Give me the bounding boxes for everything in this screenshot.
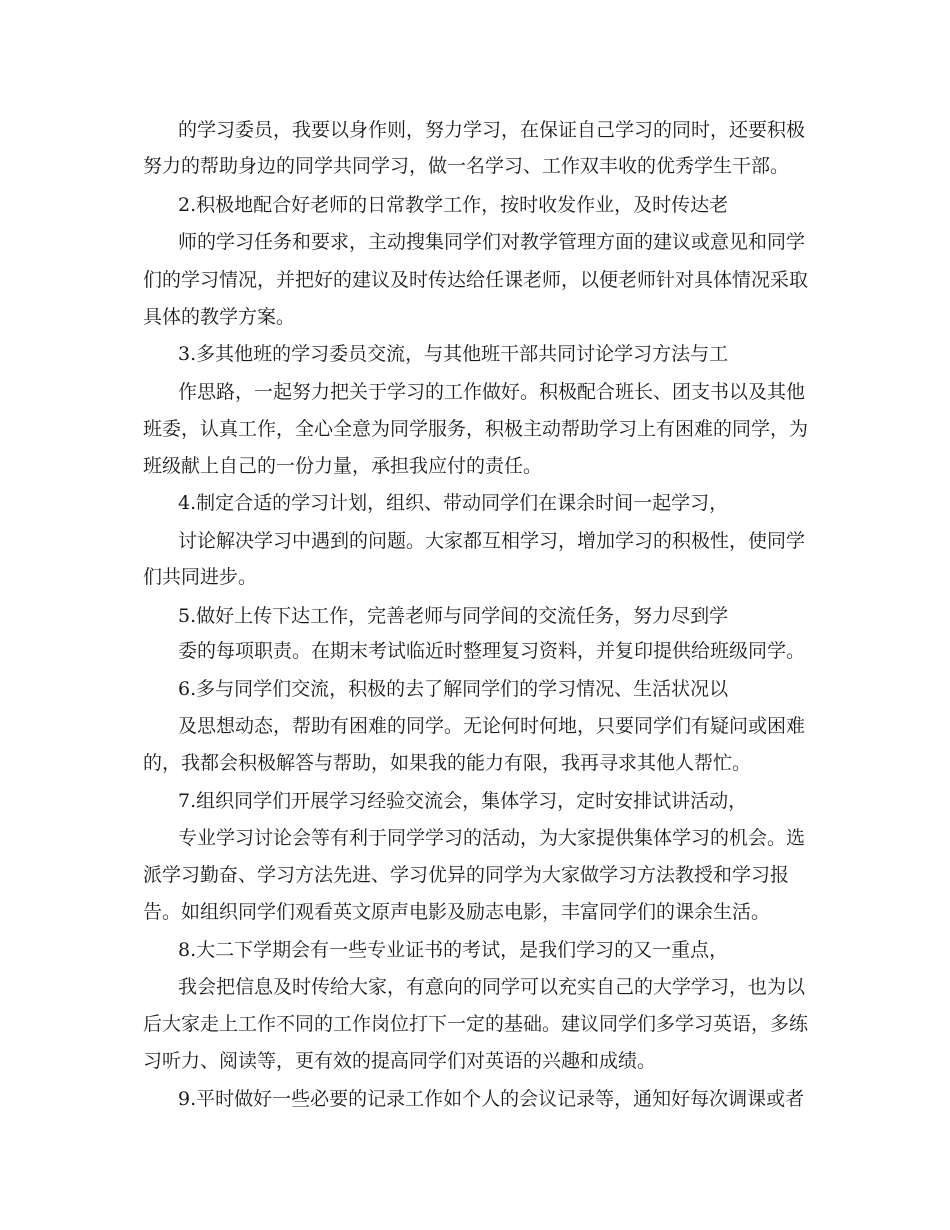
text-line: 班委，认真工作，全心全意为同学服务，积极主动帮助学习上有困难的同学，为 xyxy=(143,418,809,440)
text-line: 5.做好上传下达工作，完善老师与同学间的交流任务，努力尽到学 xyxy=(178,605,729,627)
text-line: 班级献上自己的一份力量，承担我应付的责任。 xyxy=(143,455,543,477)
text-line: 8.大二下学期会有一些专业证书的考试，是我们学习的又一重点， xyxy=(178,939,729,961)
text-line: 作思路，一起努力把关于学习的工作做好。积极配合班长、团支书以及其他 xyxy=(178,381,806,403)
text-line: 派学习勤奋、学习方法先进、学习优异的同学为大家做学习方法教授和学习报 xyxy=(143,864,790,886)
text-line: 9.平时做好一些必要的记录工作如个人的会议记录等，通知好每次调课或者 xyxy=(178,1088,805,1110)
text-line: 具体的教学方案。 xyxy=(143,306,296,328)
text-line: 们的学习情况，并把好的建议及时传达给任课老师，以便老师针对具体情况采取 xyxy=(143,269,809,291)
text-line: 后大家走上工作不同的工作岗位打下一定的基础。建议同学们多学习英语，多练 xyxy=(143,1013,809,1035)
text-line: 及思想动态，帮助有困难的同学。无论何时何地，只要同学们有疑问或困难 xyxy=(178,715,806,737)
text-line: 努力的帮助身边的同学共同学习，做一名学习、工作双丰收的优秀学生干部。 xyxy=(143,155,790,177)
text-line: 2.积极地配合好老师的日常教学工作，按时收发作业，及时传达老 xyxy=(178,194,729,216)
text-line: 我会把信息及时传给大家，有意向的同学可以充实自己的大学学习，也为以 xyxy=(178,976,806,998)
text-line: 3.多其他班的学习委员交流，与其他班干部共同讨论学习方法与工 xyxy=(178,343,729,365)
text-line: 专业学习讨论会等有利于同学学习的活动，为大家提供集体学习的机会。选 xyxy=(178,827,806,849)
text-line: 委的每项职责。在期末考试临近时整理复习资料，并复印提供给班级同学。 xyxy=(178,640,806,662)
text-line: 的，我都会积极解答与帮助，如果我的能力有限，我再寻求其他人帮忙。 xyxy=(143,752,752,774)
text-line: 习听力、阅读等，更有效的提高同学们对英语的兴趣和成绩。 xyxy=(143,1050,657,1072)
text-line: 们共同进步。 xyxy=(143,566,258,588)
text-line: 4.制定合适的学习计划，组织、带动同学们在课余时间一起学习， xyxy=(178,492,729,514)
text-line: 6.多与同学们交流，积极的去了解同学们的学习情况、生活状况以 xyxy=(178,678,729,700)
text-line: 讨论解决学习中遇到的问题。大家都互相学习，增加学习的积极性，使同学 xyxy=(178,530,806,552)
text-line: 7.组织同学们开展学习经验交流会，集体学习，定时安排试讲活动， xyxy=(178,790,748,812)
text-line: 师的学习任务和要求，主动搜集同学们对教学管理方面的建议或意见和同学 xyxy=(178,231,806,253)
text-line: 的学习委员，我要以身作则，努力学习，在保证自己学习的同时，还要积极 xyxy=(178,119,806,141)
text-line: 告。如组织同学们观看英文原声电影及励志电影，丰富同学们的课余生活。 xyxy=(143,901,771,923)
